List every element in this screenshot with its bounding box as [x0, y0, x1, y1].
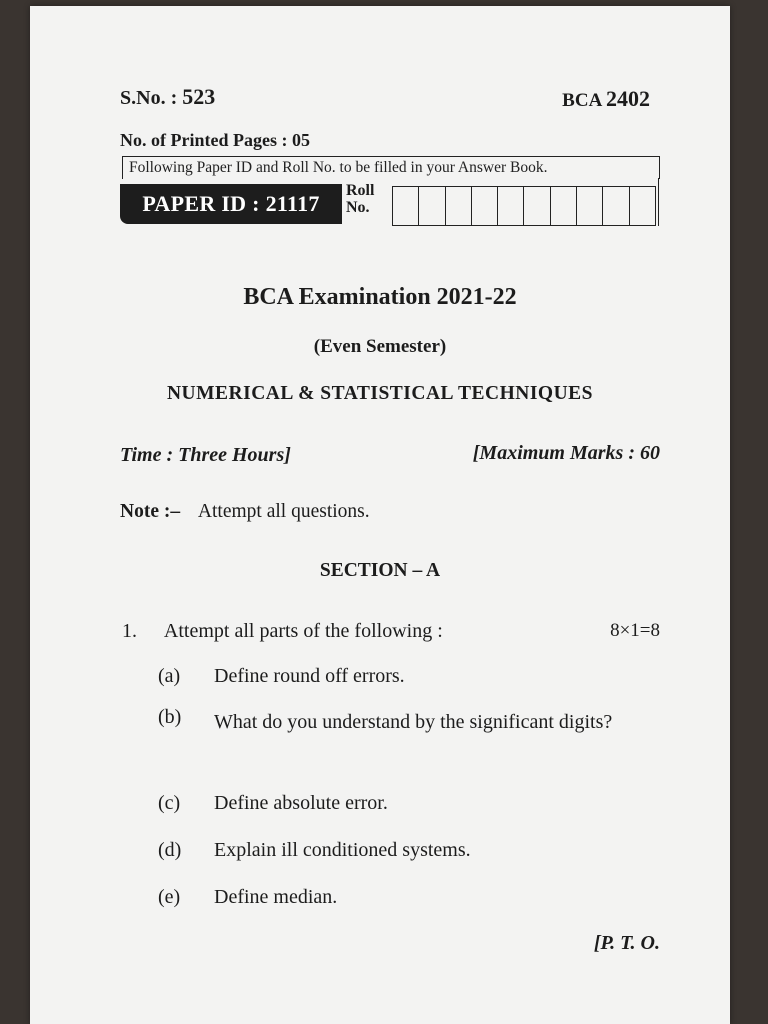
maximum-marks: [Maximum Marks : 60 — [472, 442, 660, 464]
roll-number-cell[interactable] — [551, 187, 577, 225]
part-text: Define absolute error. — [214, 792, 388, 814]
serial-number: S.No. : 523 — [120, 84, 216, 109]
roll-number-boxes[interactable] — [392, 186, 656, 226]
roll-number-cell[interactable] — [603, 187, 629, 225]
roll-number-cell[interactable] — [498, 187, 524, 225]
question-part-b — [158, 706, 674, 738]
paper-id-badge: PAPER ID : 21117 — [120, 184, 342, 224]
question-part-c — [158, 792, 388, 815]
question-number: 1. — [122, 620, 137, 642]
roll-number-cell[interactable] — [577, 187, 603, 225]
part-label: (b) — [158, 706, 182, 728]
question-marks: 8×1=8 — [610, 620, 660, 641]
roll-number-cell[interactable] — [472, 187, 498, 225]
part-label: (c) — [158, 792, 181, 814]
question-part-a — [158, 665, 405, 688]
section-heading: SECTION – A — [319, 560, 441, 581]
note-text: Attempt all questions. — [197, 501, 370, 522]
roll-number-cell[interactable] — [630, 187, 655, 225]
part-text: Define round off errors. — [214, 665, 405, 687]
exam-title: BCA Examination 2021-22 — [243, 284, 517, 310]
part-label: (a) — [158, 665, 181, 687]
part-label: (d) — [158, 839, 182, 861]
semester: (Even Semester) — [313, 336, 447, 357]
note — [120, 501, 370, 523]
part-label: (e) — [158, 886, 181, 908]
course-code: BCA 2402 — [562, 86, 650, 111]
roll-number-cell[interactable] — [524, 187, 550, 225]
roll-number-label: Roll No. — [346, 182, 375, 216]
fill-instruction: Following Paper ID and Roll No. to be filled in your Answer Book. — [122, 156, 660, 179]
exam-paper — [30, 6, 730, 1024]
part-text: Explain ill conditioned systems. — [214, 839, 471, 861]
question-1 — [122, 620, 443, 643]
part-text: Define median. — [214, 886, 338, 908]
printed-pages: No. of Printed Pages : 05 — [120, 130, 310, 150]
roll-number-cell[interactable] — [419, 187, 445, 225]
subject-title: NUMERICAL & STATISTICAL TECHNIQUES — [166, 383, 594, 404]
course-code-number: 2402 — [606, 86, 650, 111]
please-turn-over: [P. T. O. — [593, 932, 660, 954]
roll-number-cell[interactable] — [393, 187, 419, 225]
part-text: What do you understand by the significant digits? — [214, 711, 613, 733]
question-text: Attempt all parts of the following : — [163, 620, 443, 642]
serial-number-value: 523 — [182, 84, 216, 109]
note-label: Note :– — [120, 501, 181, 522]
question-part-e — [158, 886, 337, 909]
question-part-d — [158, 839, 471, 862]
time-allowed: Time : Three Hours] — [120, 444, 291, 466]
roll-number-cell[interactable] — [446, 187, 472, 225]
